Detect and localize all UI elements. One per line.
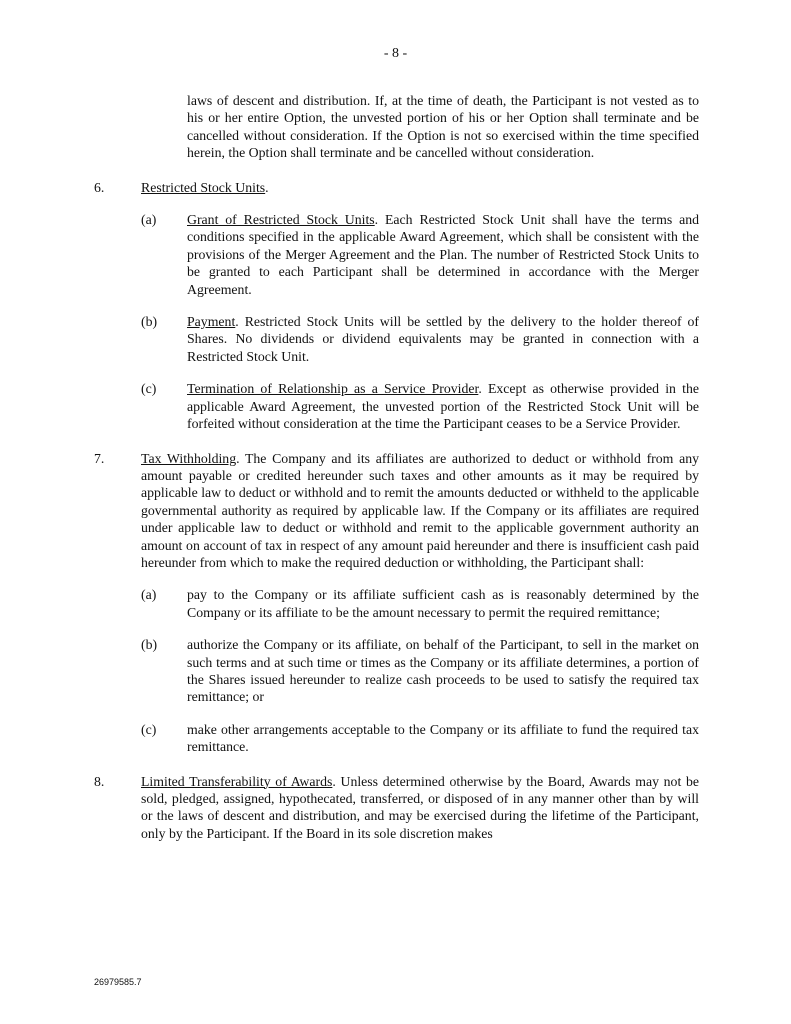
subsection-heading: Payment bbox=[187, 314, 236, 330]
document-body bbox=[0, 92, 791, 842]
subsection-letter: (a) bbox=[141, 212, 157, 228]
subsection-body bbox=[187, 380, 699, 432]
subsection-text: authorize the Company or its affiliate, on behalf of the Participant, to sell in the market on such terms and at such time or times as the Company or its affiliate determines, a portion of the Shares issued hereunder to realize cash proceeds to be used to satisfy the required tax remittance; or bbox=[187, 637, 699, 705]
subsection-letter: (b) bbox=[141, 637, 158, 653]
section-6 bbox=[0, 179, 791, 196]
section-heading-suffix: . bbox=[265, 179, 269, 195]
subsection-7a bbox=[0, 586, 791, 621]
section-number: 8. bbox=[94, 773, 105, 789]
section-heading: Limited Transferability of Awards bbox=[141, 773, 333, 789]
section-body bbox=[141, 450, 699, 572]
section-number: 7. bbox=[94, 450, 105, 466]
section-text: . Unless determined otherwise by the Board, Awards may not be sold, pledged, assigned, hypothecated, transferred, or disposed of in any manner other than by will or the laws of descent and distribution, and may be exercised during the lifetime of the Participant, only by the Participant. If the Board in its sole discretion makes bbox=[141, 773, 699, 841]
subsection-text: . Except as otherwise provided in the applicable Award Agreement, the unvested portion of the Restricted Stock Unit will be forfeited without consideration at the time the Participant ceases to be a Service Provider. bbox=[187, 381, 699, 432]
subsection-letter: (c) bbox=[141, 721, 157, 737]
section-heading: Restricted Stock Units bbox=[141, 179, 266, 195]
subsection-6b bbox=[0, 313, 791, 365]
page-number: - 8 - bbox=[383, 46, 408, 61]
subsection-letter: (a) bbox=[141, 587, 157, 603]
section-body bbox=[141, 179, 699, 196]
section-number: 6. bbox=[94, 179, 105, 195]
subsection-text: . Each Restricted Stock Unit shall have the terms and conditions specified in the applicable Award Agreement, which shall be consistent with the provisions of the Merger Agreement and the Plan. The number of Restricted Stock Units to be granted to each Participant shall be determined in accordance with the Merger Agreement. bbox=[187, 212, 699, 297]
section-heading: Tax Withholding bbox=[141, 450, 237, 466]
section-body bbox=[141, 773, 699, 843]
section-8 bbox=[0, 773, 791, 843]
section-7 bbox=[0, 450, 791, 572]
subsection-body bbox=[187, 211, 699, 298]
subsection-heading: Grant of Restricted Stock Units bbox=[187, 212, 375, 228]
section-text: . The Company and its affiliates are authorized to deduct or withhold from any amount payable or credited hereunder such taxes and other amounts as it may be required by applicable law to deduct or withhold and to remit the amounts deducted or withheld to the applicable governmental authority as required by applicable law. If the Company or its affiliates are required under applicable law to deduct or withhold and remit to the applicable government authority an amount on account of tax in respect of any amount paid hereunder and there is insufficient cash paid hereunder from which to make the required deduction or withholding, the Participant shall: bbox=[141, 450, 699, 570]
subsection-6a bbox=[0, 211, 791, 298]
continuation-paragraph: laws of descent and distribution. If, at the time of death, the Participant is not vested as to his or her entire Option, the unvested portion of his or her Option shall terminate and be cancelled without consideration. If the Option is not so exercised within the time specified herein, the Option shall terminate and be cancelled without consideration. bbox=[187, 93, 699, 161]
subsection-body bbox=[187, 313, 699, 365]
subsection-6c bbox=[0, 380, 791, 432]
subsection-7b bbox=[0, 636, 791, 706]
subsection-text: . Restricted Stock Units will be settled by the delivery to the holder thereof of Shares. No dividends or dividend equivalents may be granted in connection with a Restricted Stock Unit. bbox=[187, 314, 699, 364]
subsection-text: make other arrangements acceptable to the Company or its affiliate to fund the required tax remittance. bbox=[187, 721, 699, 755]
subsection-heading: Termination of Relationship as a Service Provider bbox=[187, 381, 479, 397]
subsection-letter: (c) bbox=[141, 381, 157, 397]
document-id: 26979585.7 bbox=[94, 977, 142, 987]
subsection-letter: (b) bbox=[141, 314, 158, 330]
subsection-text: pay to the Company or its affiliate sufficient cash as is reasonably determined by the Company or its affiliate to be the amount necessary to permit the required remittance; bbox=[187, 587, 699, 620]
subsection-7c bbox=[0, 721, 791, 756]
